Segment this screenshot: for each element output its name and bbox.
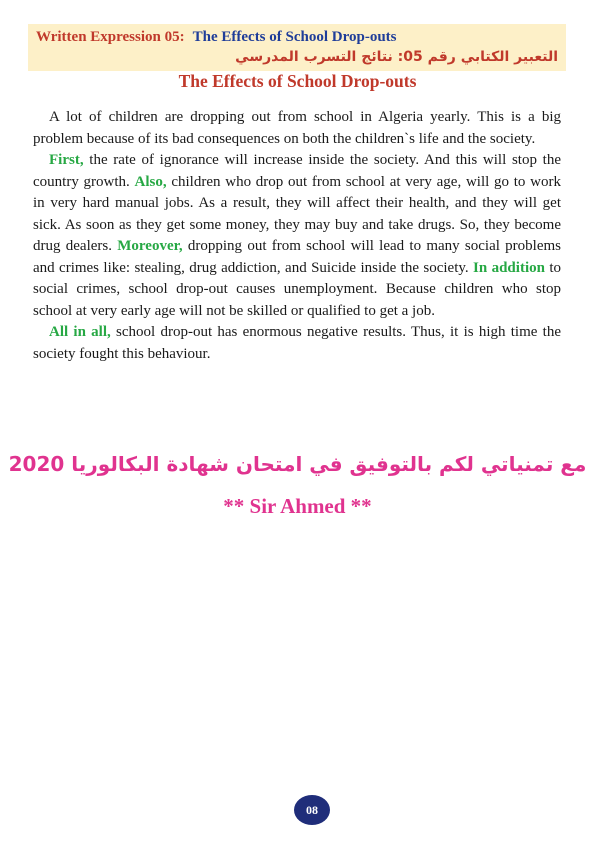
connector-all-in-all: All in all, (49, 324, 111, 340)
essay-paragraph-1: A lot of children are dropping out from school in Algeria yearly. This is a big problem because of its bad consequences on both the children`s life and the society. (33, 109, 561, 147)
essay-text: the rate of ignorance will increase inside the society. And this will stop the country growth. (33, 152, 561, 190)
header-label: Written Expression 05: (36, 29, 185, 45)
connector-first: First, (49, 152, 84, 168)
essay-text: school drop-out has enormous negative results. Thus, it is high time the society fought this behaviour. (33, 324, 562, 362)
essay-paragraph-3 (33, 322, 561, 365)
header-arabic: التعبير الكتابي رقم 05: نتائج التسرب المدرسي (235, 49, 558, 65)
page-number: 08 (306, 802, 318, 817)
header-banner (28, 24, 566, 71)
essay-paragraph-2 (33, 150, 561, 322)
signature: ** Sir Ahmed ** (223, 494, 372, 518)
essay-body (33, 107, 561, 365)
page-title: The Effects of School Drop-outs (178, 71, 417, 91)
essay-text: to social crimes, school drop-out causes unemployment. Because children who stop school at very early age will not be skilled or qualified to get a job. (33, 259, 562, 319)
header-english (36, 29, 397, 46)
connector-also: Also, (134, 173, 167, 190)
connector-in-addition: In addition (473, 259, 545, 276)
arabic-wish: مع تمنياتي لكم بالتوفيق في امتحان شهادة البكالوريا 2020 (8, 452, 587, 476)
connector-moreover: Moreover, (117, 238, 183, 254)
essay-text: dropping out from school will lead to many social problems and crimes like: stealing, drug addiction, and Suicide inside the society. (33, 238, 562, 276)
page-number-badge (294, 795, 330, 825)
essay-text: children who drop out from school at very age, will go to work in very hard manual jobs. As a result, they will affect their health, and they will get sick. As soon as they get some money, they may buy and take drugs. So, they become drug dealers. (33, 173, 561, 254)
header-topic: The Effects of School Drop-outs (192, 29, 397, 45)
